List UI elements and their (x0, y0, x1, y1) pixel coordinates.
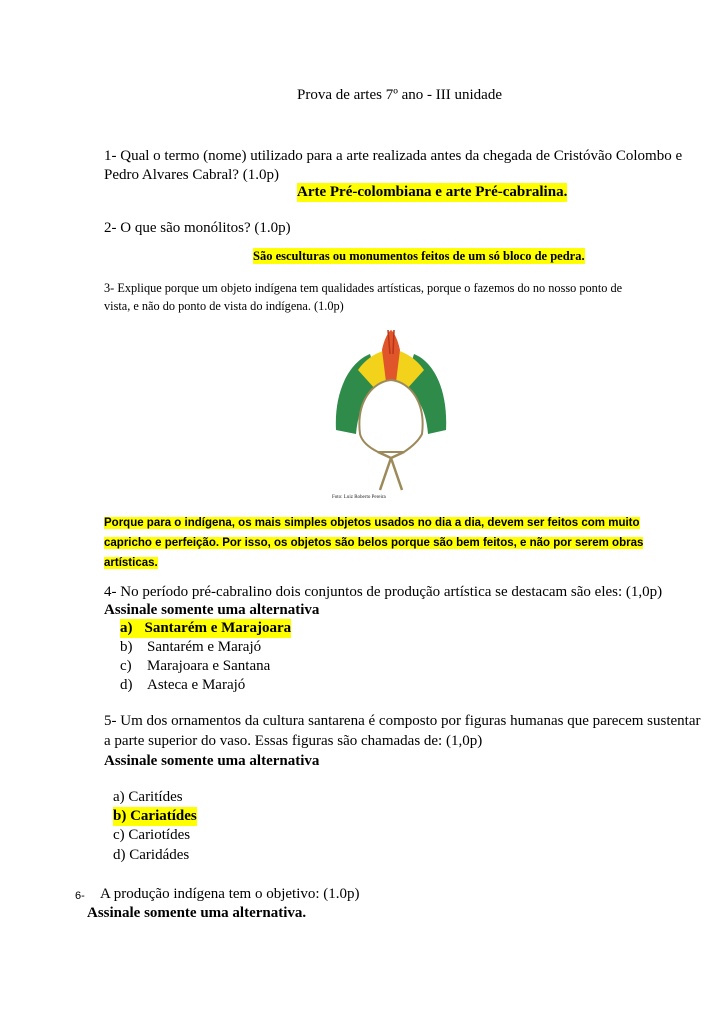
option-letter: c) (120, 658, 132, 674)
question-3-answer-line-2: capricho e perfeição. Por isso, os objetos são belos porque são bem feitos, e não por serem obras (104, 537, 644, 549)
question-5-line-2: a parte superior do vaso. Essas figuras são chamadas de: (1,0p) (104, 733, 483, 749)
question-1-line-2: Pedro Alvares Cabral? (1.0p) (104, 167, 279, 183)
option-label: Santarém e Marajó (147, 639, 262, 655)
question-1-answer: Arte Pré-colombiana e arte Pré-cabralina. (297, 184, 568, 200)
question-5-option-d[interactable]: d) Caridádes (113, 847, 190, 863)
question-1-text (104, 147, 690, 166)
question-1-line-1: 1- Qual o termo (nome) utilizado para a arte realizada antes da chegada de Cristóvão Colombo e (104, 148, 683, 164)
question-3-answer-line-1: Porque para o indígena, os mais simples objetos usados no dia a dia, devem ser feitos com muito (104, 517, 640, 529)
option-label: Marajoara e Santana (147, 658, 271, 674)
question-4-option-b[interactable] (120, 638, 261, 657)
question-4-option-a[interactable] (120, 619, 291, 638)
option-label: Santarém e Marajoara (144, 620, 292, 636)
question-3-line-2: vista, e não do ponto de vista do indígena. (1.0p) (104, 299, 344, 313)
headdress-straw-ties (378, 452, 404, 490)
question-2-answer: São esculturas ou monumentos feitos de um só bloco de pedra. (253, 249, 585, 263)
question-4-instruction: Assinale somente uma alternativa (104, 602, 320, 618)
question-5-option-a[interactable]: a) Caritídes (113, 789, 183, 805)
question-2-text: 2- O que são monólitos? (1.0p) (104, 220, 291, 236)
question-3-answer (104, 513, 649, 573)
question-6-text: A produção indígena tem o objetivo: (1.0p) (100, 886, 360, 902)
question-4-option-d[interactable] (120, 676, 245, 695)
question-6-instruction: Assinale somente uma alternativa. (87, 905, 307, 921)
option-letter: b) (120, 639, 133, 655)
question-3-line-1: 3- Explique porque um objeto indígena tem qualidades artísticas, porque o fazemos do no nosso ponto de (104, 281, 623, 295)
option-label: Asteca e Marajó (147, 677, 246, 693)
question-5-option-b[interactable]: b) Cariatídes (113, 808, 197, 824)
option-letter: d) (120, 677, 133, 693)
headdress-image (330, 330, 452, 502)
question-5-instruction: Assinale somente uma alternativa (104, 753, 320, 769)
image-caption: Foto: Luiz Roberto Pereira (332, 495, 386, 500)
question-5-option-c[interactable]: c) Cariotídes (113, 827, 191, 843)
question-3-answer-line-3: artísticas. (104, 557, 158, 569)
question-6-number: 6- (75, 890, 85, 902)
headdress-illustration (330, 330, 452, 502)
option-letter: a) (120, 620, 133, 636)
question-4-option-c[interactable] (120, 657, 270, 676)
page-title: Prova de artes 7º ano - III unidade (297, 87, 502, 103)
question-4-text: 4- No período pré-cabralino dois conjuntos de produção artística se destacam são eles: (1,0p) (104, 584, 663, 600)
question-5-line-1: 5- Um dos ornamentos da cultura santarena é composto por figuras humanas que parecem sustentar (104, 713, 701, 729)
